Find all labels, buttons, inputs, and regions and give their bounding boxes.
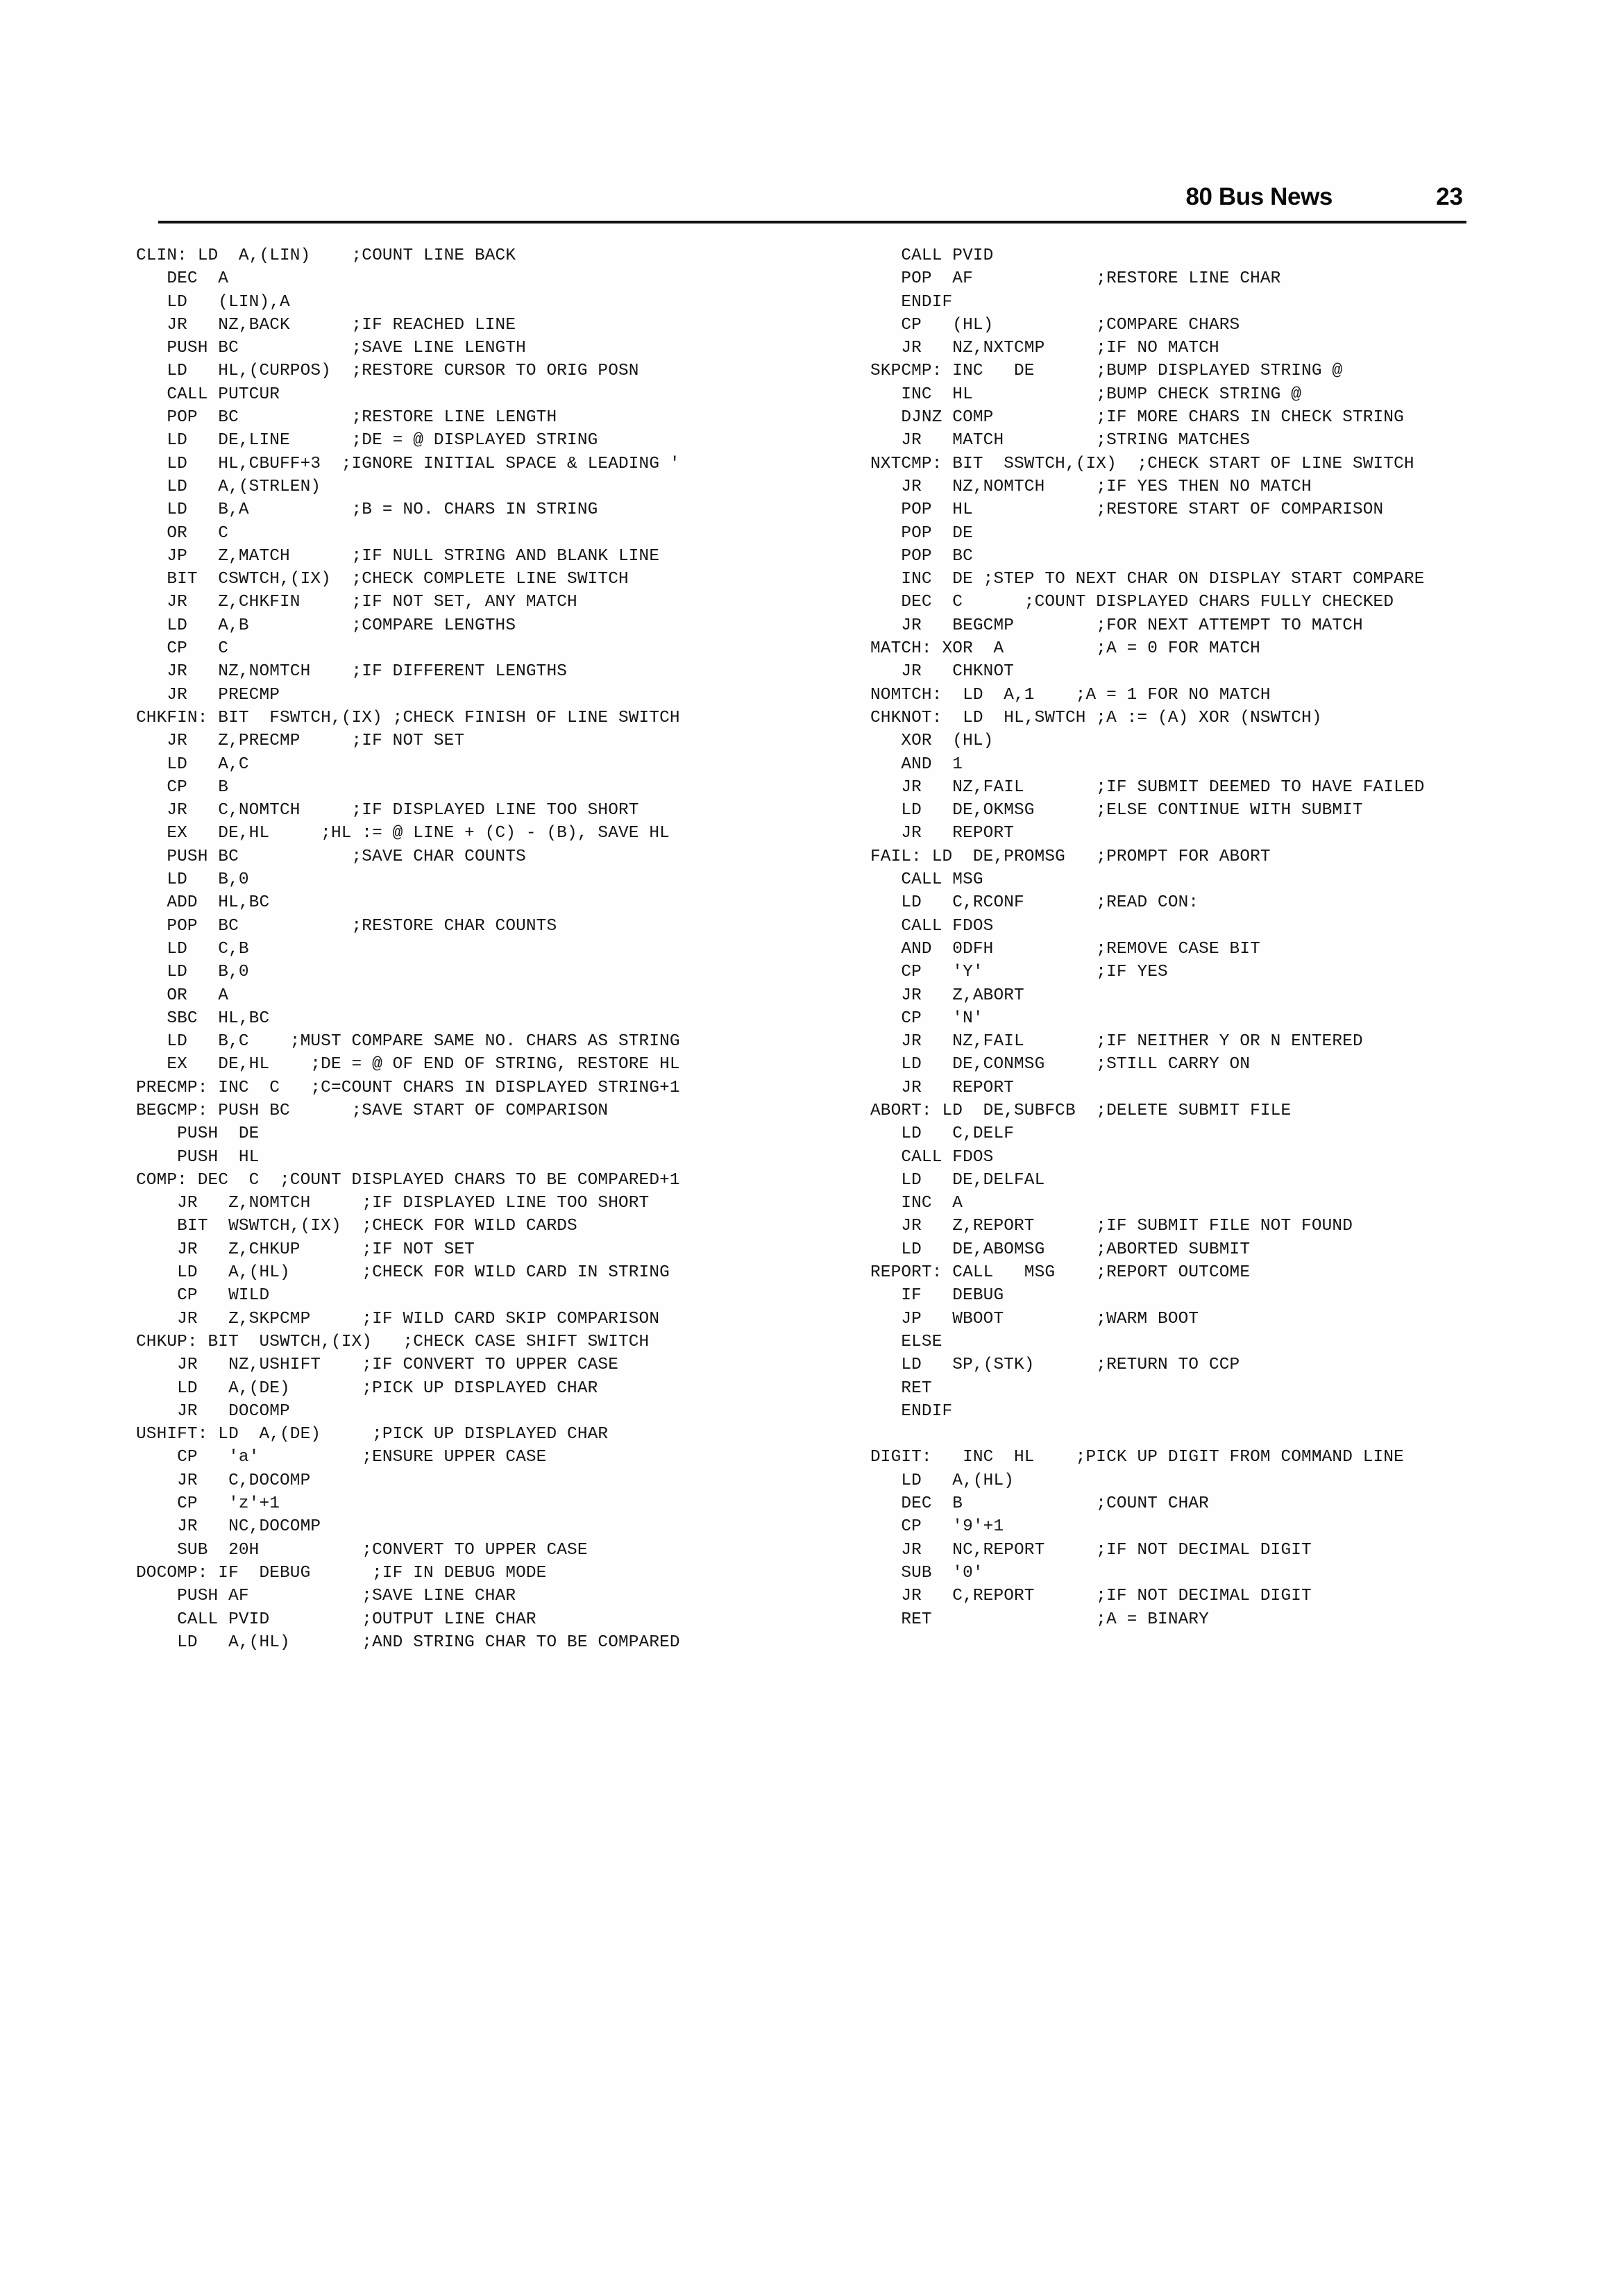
code-line: PUSH BC ;SAVE CHAR COUNTS xyxy=(136,847,526,866)
code-line: BIT WSWTCH,(IX) ;CHECK FOR WILD CARDS xyxy=(136,1217,577,1236)
code-line: LD A,C xyxy=(136,754,249,774)
code-line: CALL PUTCUR xyxy=(136,385,280,404)
code-line: SKPCMP: INC DE ;BUMP DISPLAYED STRING @ xyxy=(870,362,1343,381)
code-line: FAIL: LD DE,PROMSG ;PROMPT FOR ABORT xyxy=(870,847,1271,866)
code-line: CALL PVID ;OUTPUT LINE CHAR xyxy=(136,1610,536,1629)
code-line: LD A,(HL) ;CHECK FOR WILD CARD IN STRING xyxy=(136,1263,670,1283)
code-line: BEGCMP: PUSH BC ;SAVE START OF COMPARISON xyxy=(136,1101,609,1120)
code-line: POP AF ;RESTORE LINE CHAR xyxy=(870,269,1281,289)
code-line: JR NZ,FAIL ;IF NEITHER Y OR N ENTERED xyxy=(870,1032,1363,1052)
code-line: JR NZ,FAIL ;IF SUBMIT DEEMED TO HAVE FAILED xyxy=(870,777,1425,797)
code-line: JR Z,NOMTCH ;IF DISPLAYED LINE TOO SHORT xyxy=(136,1194,650,1213)
code-line: JR Z,CHKUP ;IF NOT SET xyxy=(136,1240,475,1259)
assembly-listing-left xyxy=(136,244,837,1654)
code-line: ELSE xyxy=(870,1332,942,1351)
code-line: JR CHKNOT xyxy=(870,662,1015,682)
code-line: ENDIF xyxy=(870,292,953,312)
code-line: LD HL,(CURPOS) ;RESTORE CURSOR TO ORIG POSN xyxy=(136,362,639,381)
code-line: DEC C ;COUNT DISPLAYED CHARS FULLY CHECKED xyxy=(870,593,1394,612)
code-line: LD DE,LINE ;DE = @ DISPLAYED STRING xyxy=(136,431,598,450)
code-line: JR C,REPORT ;IF NOT DECIMAL DIGIT xyxy=(870,1587,1312,1606)
code-line: USHIFT: LD A,(DE) ;PICK UP DISPLAYED CHAR xyxy=(136,1425,609,1444)
code-line: ADD HL,BC xyxy=(136,893,270,913)
code-line: OR A xyxy=(136,986,229,1005)
code-line: LD DE,CONMSG ;STILL CARRY ON xyxy=(870,1055,1251,1074)
code-line: MATCH: XOR A ;A = 0 FOR MATCH xyxy=(870,639,1260,659)
code-line: CALL FDOS xyxy=(870,1147,994,1167)
code-line: INC HL ;BUMP CHECK STRING @ xyxy=(870,385,1302,404)
code-line: JR NZ,USHIFT ;IF CONVERT TO UPPER CASE xyxy=(136,1356,618,1375)
code-line: COMP: DEC C ;COUNT DISPLAYED CHARS TO BE COMPARED+1 xyxy=(136,1170,680,1190)
code-line: CP 'a' ;ENSURE UPPER CASE xyxy=(136,1448,547,1467)
code-line: JR BEGCMP ;FOR NEXT ATTEMPT TO MATCH xyxy=(870,616,1363,635)
code-line: CLIN: LD A,(LIN) ;COUNT LINE BACK xyxy=(136,246,516,265)
code-line: RET ;A = BINARY xyxy=(870,1610,1209,1629)
code-line: OR C xyxy=(136,523,229,543)
page-number: 23 xyxy=(1436,183,1463,210)
code-line: LD B,0 xyxy=(136,870,249,890)
code-line: JR NZ,NXTCMP ;IF NO MATCH xyxy=(870,339,1219,358)
left-column xyxy=(136,244,837,1654)
code-line: NOMTCH: LD A,1 ;A = 1 FOR NO MATCH xyxy=(870,685,1271,704)
code-line: LD A,(STRLEN) xyxy=(136,477,321,496)
code-line: INC A xyxy=(870,1194,963,1213)
code-line: NXTCMP: BIT SSWTCH,(IX) ;CHECK START OF LINE SWITCH xyxy=(870,454,1414,473)
code-line: DIGIT: INC HL ;PICK UP DIGIT FROM COMMAND LINE xyxy=(870,1448,1404,1467)
code-line: JR REPORT xyxy=(870,824,1015,843)
code-line: DJNZ COMP ;IF MORE CHARS IN CHECK STRING xyxy=(870,408,1404,428)
code-line: JR Z,REPORT ;IF SUBMIT FILE NOT FOUND xyxy=(870,1217,1353,1236)
code-line: JR C,DOCOMP xyxy=(136,1471,311,1490)
code-line: JR NZ,BACK ;IF REACHED LINE xyxy=(136,315,516,335)
code-line: POP HL ;RESTORE START OF COMPARISON xyxy=(870,500,1384,520)
code-line: REPORT: CALL MSG ;REPORT OUTCOME xyxy=(870,1263,1251,1283)
code-line: BIT CSWTCH,(IX) ;CHECK COMPLETE LINE SWITCH xyxy=(136,570,629,589)
code-line: JR PRECMP xyxy=(136,685,280,704)
code-line: JP Z,MATCH ;IF NULL STRING AND BLANK LINE xyxy=(136,546,660,566)
code-line: JR NC,DOCOMP xyxy=(136,1517,321,1537)
code-line: INC DE ;STEP TO NEXT CHAR ON DISPLAY START COMPARE xyxy=(870,570,1425,589)
header-rule xyxy=(158,221,1466,223)
code-line: CP 'z'+1 xyxy=(136,1494,280,1514)
code-line: SUB 20H ;CONVERT TO UPPER CASE xyxy=(136,1540,588,1560)
code-line: JR NZ,NOMTCH ;IF YES THEN NO MATCH xyxy=(870,477,1312,496)
code-line: RET xyxy=(870,1378,932,1398)
code-line: SBC HL,BC xyxy=(136,1008,270,1028)
running-head xyxy=(158,175,1463,218)
code-line: CALL PVID xyxy=(870,246,994,265)
code-line: JR Z,SKPCMP ;IF WILD CARD SKIP COMPARISON xyxy=(136,1309,660,1328)
code-line: JR C,NOMTCH ;IF DISPLAYED LINE TOO SHORT xyxy=(136,801,639,820)
code-line: PUSH DE xyxy=(136,1124,260,1144)
code-line: CP C xyxy=(136,639,229,659)
code-line: SUB '0' xyxy=(870,1563,983,1582)
code-line: CP (HL) ;COMPARE CHARS xyxy=(870,315,1240,335)
code-line: LD (LIN),A xyxy=(136,292,290,312)
code-line: LD A,(HL) ;AND STRING CHAR TO BE COMPARED xyxy=(136,1632,680,1652)
code-line: LD DE,OKMSG ;ELSE CONTINUE WITH SUBMIT xyxy=(870,801,1363,820)
code-line: LD B,0 xyxy=(136,963,249,982)
code-line: JR REPORT xyxy=(870,1078,1015,1097)
code-line: LD A,(DE) ;PICK UP DISPLAYED CHAR xyxy=(136,1378,598,1398)
code-line: JR Z,CHKFIN ;IF NOT SET, ANY MATCH xyxy=(136,593,577,612)
code-line: CP 'N' xyxy=(870,1008,983,1028)
code-line: LD C,DELF xyxy=(870,1124,1015,1144)
code-line: ENDIF xyxy=(870,1401,953,1421)
code-line: AND 0DFH ;REMOVE CASE BIT xyxy=(870,939,1260,959)
code-line: PRECMP: INC C ;C=COUNT CHARS IN DISPLAYED STRING+1 xyxy=(136,1078,680,1097)
code-line: LD DE,ABOMSG ;ABORTED SUBMIT xyxy=(870,1240,1251,1259)
assembly-listing-right xyxy=(870,244,1578,1631)
code-line: CP B xyxy=(136,777,229,797)
code-line: CHKUP: BIT USWTCH,(IX) ;CHECK CASE SHIFT SWITCH xyxy=(136,1332,650,1351)
code-line: DEC B ;COUNT CHAR xyxy=(870,1494,1209,1514)
code-line: LD HL,CBUFF+3 ;IGNORE INITIAL SPACE & LEADING ' xyxy=(136,454,680,473)
code-line: POP BC ;RESTORE LINE LENGTH xyxy=(136,408,557,428)
code-line: LD A,B ;COMPARE LENGTHS xyxy=(136,616,516,635)
code-line: CP WILD xyxy=(136,1286,270,1306)
code-line: PUSH BC ;SAVE LINE LENGTH xyxy=(136,339,526,358)
code-line: ABORT: LD DE,SUBFCB ;DELETE SUBMIT FILE xyxy=(870,1101,1292,1120)
code-line: POP BC xyxy=(870,546,973,566)
code-line xyxy=(870,1423,1578,1446)
code-line: LD SP,(STK) ;RETURN TO CCP xyxy=(870,1356,1240,1375)
publication-title: 80 Bus News xyxy=(1185,183,1333,210)
code-line: POP BC ;RESTORE CHAR COUNTS xyxy=(136,916,557,936)
code-line: JR Z,PRECMP ;IF NOT SET xyxy=(136,732,465,751)
code-line: CP '9'+1 xyxy=(870,1517,1004,1537)
code-line: LD DE,DELFAL xyxy=(870,1170,1045,1190)
code-line: POP DE xyxy=(870,523,973,543)
code-line: LD B,A ;B = NO. CHARS IN STRING xyxy=(136,500,598,520)
code-line: PUSH HL xyxy=(136,1147,260,1167)
code-line: CALL FDOS xyxy=(870,916,994,936)
code-line: CHKNOT: LD HL,SWTCH ;A := (A) XOR (NSWTCH) xyxy=(870,708,1322,727)
code-line: IF DEBUG xyxy=(870,1286,1004,1306)
code-line: CHKFIN: BIT FSWTCH,(IX) ;CHECK FINISH OF LINE SWITCH xyxy=(136,708,680,727)
code-line: DOCOMP: IF DEBUG ;IF IN DEBUG MODE xyxy=(136,1563,547,1582)
code-line: LD B,C ;MUST COMPARE SAME NO. CHARS AS STRING xyxy=(136,1032,680,1052)
code-line: CP 'Y' ;IF YES xyxy=(870,963,1168,982)
code-line: AND 1 xyxy=(870,754,963,774)
code-line: CALL MSG xyxy=(870,870,983,890)
code-line: JR MATCH ;STRING MATCHES xyxy=(870,431,1251,450)
code-line: JP WBOOT ;WARM BOOT xyxy=(870,1309,1199,1328)
code-line: JR NC,REPORT ;IF NOT DECIMAL DIGIT xyxy=(870,1540,1312,1560)
right-column xyxy=(870,244,1578,1631)
code-line: LD A,(HL) xyxy=(870,1471,1015,1490)
code-line: XOR (HL) xyxy=(870,732,994,751)
code-line: JR DOCOMP xyxy=(136,1401,290,1421)
code-line: EX DE,HL ;DE = @ OF END OF STRING, RESTORE HL xyxy=(136,1055,680,1074)
code-line: DEC A xyxy=(136,269,229,289)
code-line: PUSH AF ;SAVE LINE CHAR xyxy=(136,1587,516,1606)
code-line: EX DE,HL ;HL := @ LINE + (C) - (B), SAVE HL xyxy=(136,824,670,843)
code-line: LD C,RCONF ;READ CON: xyxy=(870,893,1199,913)
code-line: LD C,B xyxy=(136,939,249,959)
code-line: JR Z,ABORT xyxy=(870,986,1024,1005)
code-line: JR NZ,NOMTCH ;IF DIFFERENT LENGTHS xyxy=(136,662,568,682)
